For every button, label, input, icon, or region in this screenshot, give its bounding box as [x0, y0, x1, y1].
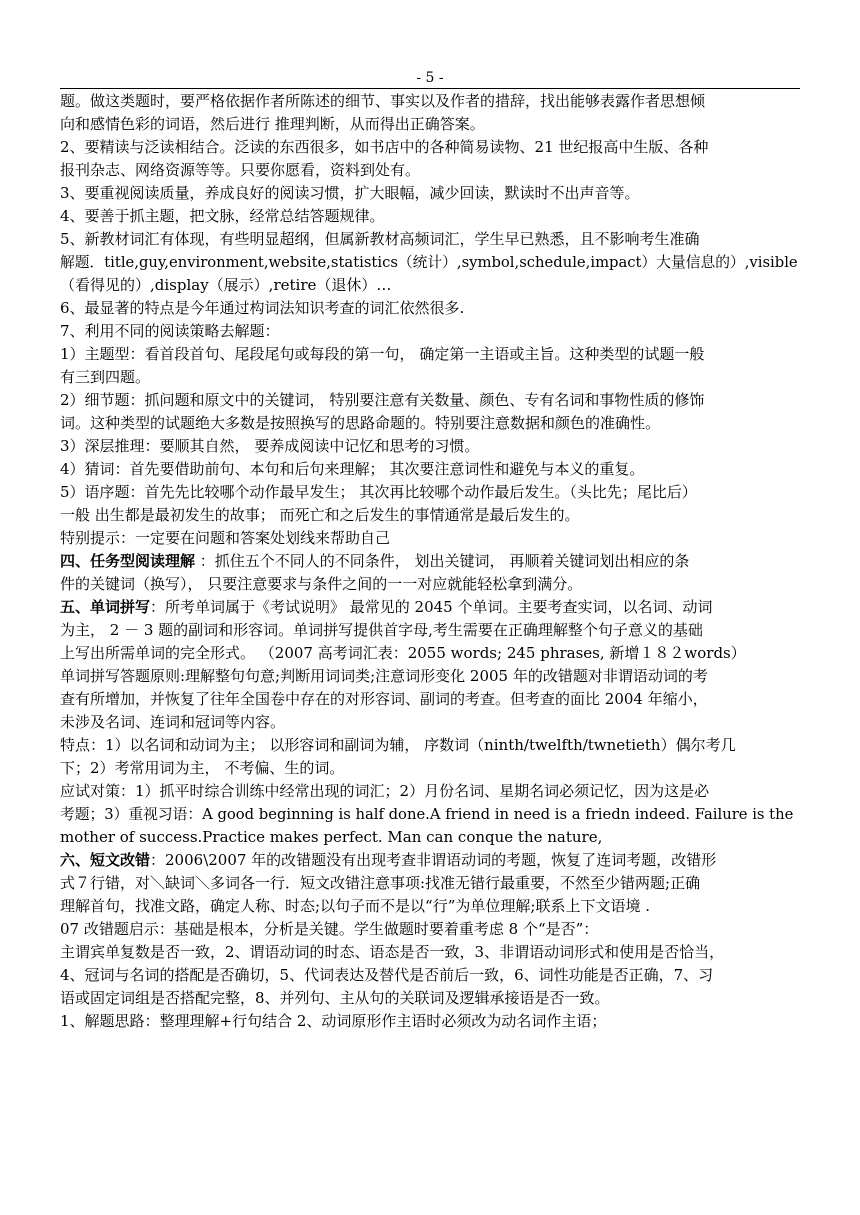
line-text: 报刊杂志、网络资源等等。只要你愿看，资料到处有。 [60, 161, 421, 179]
line-text: 4、冠词与名词的搭配是否确切，5、代词表达及替代是否前后一致，6、词性功能是否正确，7、习 [60, 966, 714, 984]
line-text: ：所考单词属于《考试说明》 最常见的 2045 个单词。主要考查实词，以名词、动词 [150, 598, 713, 616]
text-line [60, 895, 800, 918]
line-text: 考题；3）重视习语：A good beginning is half done.A friend in need is a friedn indeed. Failure is the [60, 806, 794, 823]
line-text: 1、解题思路：整理理解+行句结合 2、动词原形作主语时必须改为动名词作主语； [60, 1012, 607, 1030]
line-text: 为主， 2 － 3 题的副词和形容词。单词拼写提供首字母,考生需要在正确理解整个句子意义的基础 [60, 621, 703, 639]
line-text: （看得见的）,display（展示）,retire（退休）… [60, 276, 392, 294]
text-line [60, 159, 800, 182]
text-line [60, 642, 800, 665]
line-text: 特别提示：一定要在问题和答案处划线来帮助自己 [60, 529, 391, 547]
line-text: 4）猜词：首先要借助前句、本句和后句来理解； 其次要注意词性和避免与本义的重复。 [60, 460, 645, 478]
text-line [60, 941, 800, 964]
line-text: 题。做这类题时，要严格依据作者所陈述的细节、事实以及作者的措辞，找出能够表露作者思想倾 [60, 92, 706, 110]
text-line [60, 320, 800, 343]
line-text: 07 改错题启示：基础是根本，分析是关键。学生做题时要着重考虑 8 个“是否”： [60, 920, 599, 938]
line-text: 单词拼写答题原则:理解整句句意;判断用词词类;注意词形变化 2005 年的改错题对非谓语动词的考 [60, 667, 708, 685]
line-text: 上写出所需单词的完全形式。 （2007 高考词汇表：2055 words; 245 phrases, 新增１８２words） [60, 644, 746, 662]
text-line [60, 711, 800, 734]
text-line [60, 1010, 800, 1033]
line-text: 6、最显著的特点是今年通过构词法知识考查的词汇依然很多. [60, 299, 465, 317]
text-line [60, 918, 800, 941]
text-line [60, 205, 800, 228]
text-line [60, 826, 800, 849]
line-text: 查有所增加，并恢复了往年全国卷中存在的对形容词、副词的考查。但考查的面比 2004 年缩小， [60, 690, 708, 708]
text-line [60, 987, 800, 1010]
text-line [60, 251, 800, 274]
text-line [60, 665, 800, 688]
text-line [60, 504, 800, 527]
line-text: 5、新教材词汇有体现，有些明显超纲，但属新教材高频词汇，学生早已熟悉，且不影响考生准确 [60, 230, 700, 248]
text-line [60, 803, 800, 826]
text-line [60, 849, 800, 872]
line-text: 语或固定词组是否搭配完整，8、并列句、主从句的关联词及逻辑承接语是否一致。 [60, 989, 610, 1007]
text-line [60, 366, 800, 389]
line-text: ：抓住五个不同人的不同条件， 划出关键词， 再顺着关键词划出相应的条 [195, 552, 690, 570]
page-number: - 5 - [416, 70, 444, 86]
text-line [60, 458, 800, 481]
text-line [60, 872, 800, 895]
text-line [60, 734, 800, 757]
line-text: 式７行错，对＼缺词＼多词各一行．短文改错注意事项:找准无错行最重要，不然至少错两题;正确 [60, 874, 701, 892]
header-rule [60, 88, 800, 89]
line-text: 特点：1）以名词和动词为主； 以形容词和副词为辅， 序数词（ninth/twelfth/twnetieth）偶尔考几 [60, 736, 736, 754]
line-text: mother of success.Practice makes perfect. Man can conque the nature, [60, 828, 603, 846]
text-line [60, 297, 800, 320]
line-text: 2）细节题：抓问题和原文中的关键词， 特别要注意有关数量、颜色、专有名词和事物性质的修饰 [60, 391, 705, 409]
line-text: 下；2）考常用词为主， 不考偏、生的词。 [60, 759, 345, 777]
line-text: 理解首句，找准文路，确定人称、时态;以句子而不是以“行”为单位理解;联系上下文语境 . [60, 897, 650, 915]
text-line [60, 527, 800, 550]
text-line [60, 757, 800, 780]
text-line [60, 113, 800, 136]
text-line [60, 688, 800, 711]
text-line [60, 573, 800, 596]
line-text: 向和感情色彩的词语，然后进行 推理判断，从而得出正确答案。 [60, 115, 485, 133]
text-line [60, 550, 800, 573]
text-line [60, 435, 800, 458]
line-text: ：2006\2007 年的改错题没有出现考查非谓语动词的考题，恢复了连词考题，改错形 [150, 851, 717, 869]
line-text: 词。这种类型的试题绝大多数是按照换写的思路命题的。特别要注意数据和颜色的准确性。 [60, 414, 661, 432]
line-text: 2、要精读与泛读相结合。泛读的东西很多，如书店中的各种简易读物、21 世纪报高中生版、各种 [60, 138, 709, 156]
line-text: 5）语序题：首先先比较哪个动作最早发生； 其次再比较哪个动作最后发生。（头比先；尾比后） [60, 483, 697, 501]
text-line [60, 596, 800, 619]
text-line [60, 136, 800, 159]
text-line [60, 412, 800, 435]
text-line [60, 389, 800, 412]
section-heading: 五、单词拼写 [60, 598, 151, 616]
text-line [60, 481, 800, 504]
line-text: 应试对策：1）抓平时综合训练中经常出现的词汇；2）月份名词、星期名词必须记忆，因为这是必 [60, 782, 710, 800]
line-text: 3、要重视阅读质量，养成良好的阅读习惯，扩大眼幅，减少回读，默读时不出声音等。 [60, 184, 640, 202]
line-text: 3）深层推理：要顺其自然， 要养成阅读中记忆和思考的习惯。 [60, 437, 480, 455]
line-text: 件的关键词（换写）， 只要注意要求与条件之间的一一对应就能轻松拿到满分。 [60, 575, 583, 593]
text-line [60, 780, 800, 803]
text-line [60, 90, 800, 113]
line-text: 有三到四题。 [60, 368, 151, 386]
text-line [60, 274, 800, 297]
document-body [60, 90, 800, 1033]
text-line [60, 343, 800, 366]
line-text: 1）主题型：看首段首句、尾段尾句或每段的第一句， 确定第一主语或主旨。这种类型的试题一般 [60, 345, 705, 363]
text-line [60, 619, 800, 642]
line-text: 主谓宾单复数是否一致，2、谓语动词的时态、语态是否一致，3、非谓语动词形式和使用是否恰当， [60, 943, 725, 961]
line-text: 4、要善于抓主题，把文脉，经常总结答题规律。 [60, 207, 385, 225]
line-text: 一般 出生都是最初发生的故事； 而死亡和之后发生的事情通常是最后发生的。 [60, 506, 580, 524]
line-text: 未涉及名词、连词和冠词等内容。 [60, 713, 286, 731]
section-heading: 六、短文改错 [60, 851, 151, 869]
text-line [60, 228, 800, 251]
line-text: 解题．title,guy,environment,website,statistics（统计）,symbol,schedule,impact）大量信息的）,visible [60, 254, 798, 271]
text-line [60, 182, 800, 205]
text-line [60, 964, 800, 987]
line-text: 7、利用不同的阅读策略去解题： [60, 322, 280, 340]
section-heading: 四、任务型阅读理解 [60, 552, 196, 570]
